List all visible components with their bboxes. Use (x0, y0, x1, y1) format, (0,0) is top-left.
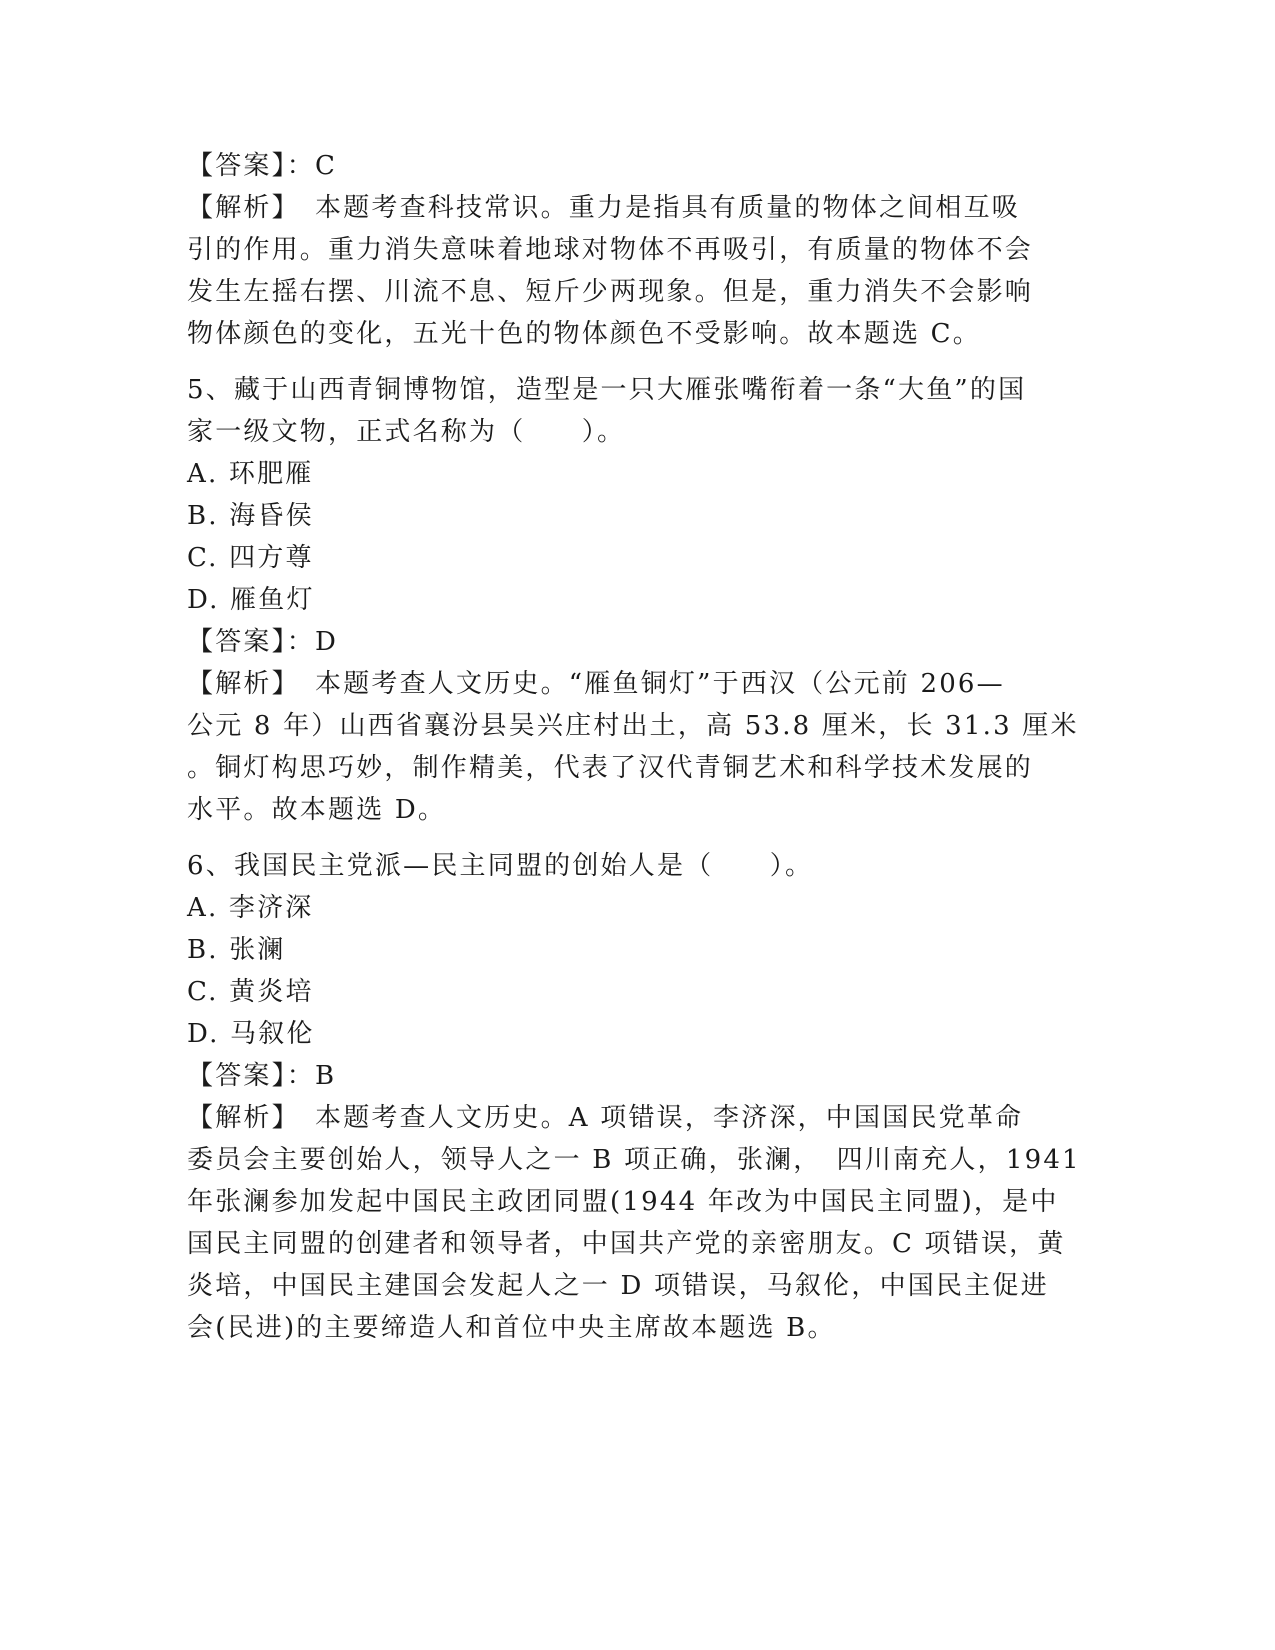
q4-answer: 【答案】：C (187, 151, 338, 181)
q4-explanation-line: 【解析】 本题考查科技常识。重力是指具有质量的物体之间相互吸 (187, 193, 1021, 223)
q5-stem-line: 家一级文物，正式名称为（ ）。 (187, 417, 626, 447)
section-gap (187, 355, 1077, 369)
q5-explanation-line: 公元 8 年）山西省襄汾县吴兴庄村出土，高 53.8 厘米，长 31.3 厘米 (187, 711, 1079, 741)
q6-explanation-line: 年张澜参加发起中国民主政团同盟(1944 年改为中国民主同盟)，是中 (187, 1187, 1059, 1217)
q6-explanation-line: 会(民进)的主要缔造人和首位中央主席故本题选 B。 (187, 1313, 836, 1343)
q5-explanation-line: 【解析】 本题考查人文历史。“雁鱼铜灯”于西汉（公元前 206— (187, 669, 1005, 699)
q6-stem-line: 6、我国民主党派—民主同盟的创始人是（ ）。 (187, 851, 814, 881)
q6-explanation-line: 炎培，中国民主建国会发起人之一 D 项错误，马叙伦，中国民主促进 (187, 1271, 1049, 1301)
q5-option-b: B. 海昏侯 (187, 501, 314, 531)
q4-explanation-line: 发生左摇右摆、川流不息、短斤少两现象。但是，重力消失不会影响 (187, 277, 1034, 307)
q6-explanation-line: 国民主同盟的创建者和领导者，中国共产党的亲密朋友。C 项错误，黄 (187, 1229, 1066, 1259)
q6-option-c: C. 黄炎培 (187, 977, 314, 1007)
q5-option-a: A. 环肥雁 (187, 459, 314, 489)
q5-answer: 【答案】：D (187, 627, 339, 657)
q4-explanation-line: 物体颜色的变化，五光十色的物体颜色不受影响。故本题选 C。 (187, 319, 981, 349)
section-gap (187, 831, 1077, 845)
q6-answer: 【答案】：B (187, 1061, 337, 1091)
q6-option-a: A. 李济深 (187, 893, 314, 923)
q5-explanation-line: 水平。故本题选 D。 (187, 795, 447, 825)
q5-option-c: C. 四方尊 (187, 543, 314, 573)
document-content (187, 145, 1081, 1349)
q6-explanation-line: 委员会主要创始人，领导人之一 B 项正确，张澜， 四川南充人，1941 (187, 1145, 1081, 1175)
q5-option-d: D. 雁鱼灯 (187, 585, 315, 615)
q5-explanation-line: 。铜灯构思巧妙，制作精美，代表了汉代青铜艺术和科学技术发展的 (187, 753, 1034, 783)
q6-option-b: B. 张澜 (187, 935, 286, 965)
q5-stem-line: 5、藏于山西青铜博物馆，造型是一只大雁张嘴衔着一条“大鱼”的国 (187, 375, 1027, 405)
q4-explanation-line: 引的作用。重力消失意味着地球对物体不再吸引，有质量的物体不会 (187, 235, 1034, 265)
q6-option-d: D. 马叙伦 (187, 1019, 315, 1049)
q6-explanation-line: 【解析】 本题考查人文历史。A 项错误，李济深，中国国民党革命 (187, 1103, 1024, 1133)
